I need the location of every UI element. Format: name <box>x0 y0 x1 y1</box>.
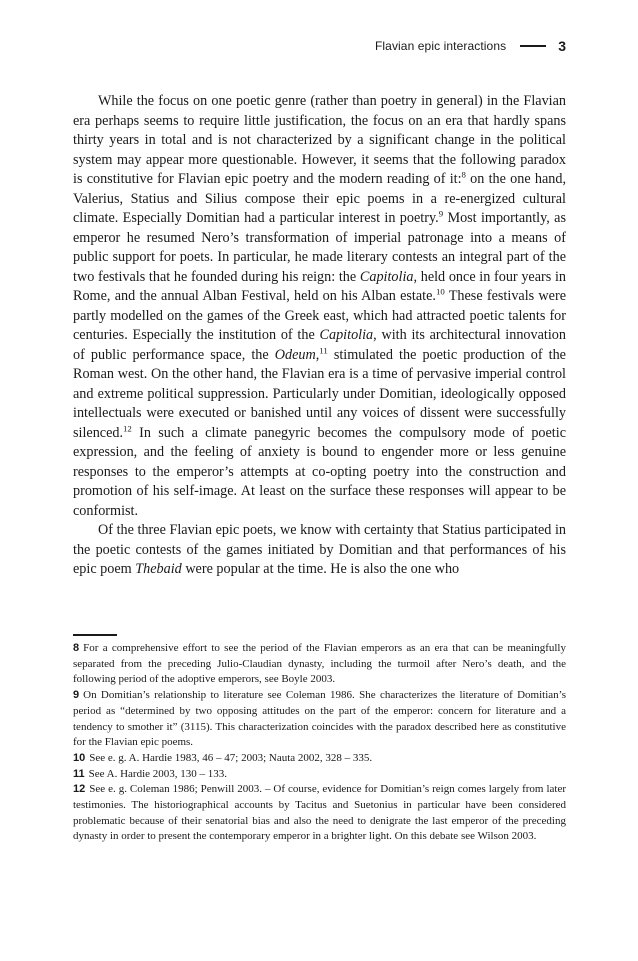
footnote-rule <box>73 634 117 636</box>
paragraph-2 <box>73 521 566 580</box>
footnote-text: See A. Hardie 2003, 130 – 133. <box>88 767 228 780</box>
text-run: , with its architectural innovation of public performance space, the <box>73 327 566 363</box>
footnote-ref-8[interactable]: 8 <box>461 169 466 180</box>
italic-capitolia: Capitolia <box>359 268 414 285</box>
footnote-12 <box>73 782 566 845</box>
footnote-ref-10[interactable]: 10 <box>435 286 445 297</box>
main-text <box>73 92 566 580</box>
footnote-text: See e. g. Coleman 1986; Penwill 2003. – Of course, evidence for Domitian’s reign comes largely from later testimonies. The historiographical accounts by Tacitus and Suetonius in particular have been considered problematic because of their senatorial bias and also the need to denigrate the last emperor of the preceding dynasty in order to present the contemporary emperor in a brighter light. On this debate see Wilson 2003. <box>73 783 566 843</box>
text-run: , <box>315 346 320 363</box>
footnotes <box>73 641 566 845</box>
running-header <box>375 38 566 54</box>
header-rule <box>520 45 546 47</box>
text-run: , held once in four years in Rome, and the annual Alban Festival, held on his Alban estate. <box>73 268 566 304</box>
text-run: were popular at the time. He is also the one who <box>181 561 460 577</box>
text-run: These festivals were partly modelled on the games of the Greek east, which had attracted poetic talents for centuries. Especially the institution of the <box>73 288 566 343</box>
footnote-text: See e. g. A. Hardie 1983, 46 – 47; 2003; Nauta 2002, 328 – 335. <box>89 751 373 764</box>
footnote-number: 12 <box>73 783 86 796</box>
text-run: Of the three Flavian epic poets, we know with certainty that Statius participated in the poetic contests of the games initiated by Domitian and that performances of his epic poem <box>73 522 566 577</box>
text-run: stimulated the poetic production of the Roman west. On the other hand, the Flavian era is a time of pervasive imperial control and extreme political suppression. Particularly under Domitian, ideologically opposed intellectuals were executed or banished until any voices of dissent were successfully silenced. <box>73 346 566 441</box>
footnote-text: On Domitian’s relationship to literature see Coleman 1986. She characterizes the literature of Domitian’s period as “determined by two opposing attitudes on the part of the emperor: concern for literature and a tendency to smother it” (3115). This characterization coincides with the paradox described here as constitutive for the Flavian epic poems. <box>73 689 566 749</box>
footnote-9 <box>73 688 566 751</box>
text-run: While the focus on one poetic genre (rather than poetry in general) in the Flavian era perhaps seems to require little justification, the focus on an era that hardly spans thirty years in total and is not characterized by a significant change in the political system may appear more questionable. However, it seems that the following paradox is constitutive for Flavian epic poetry and the modern reading of it: <box>73 93 566 187</box>
italic-capitolia: Capitolia <box>319 327 374 343</box>
footnote-ref-12[interactable]: 12 <box>123 422 132 433</box>
footnote-8 <box>73 641 566 688</box>
footnote-number: 8 <box>73 642 80 654</box>
footnote-11 <box>73 767 566 783</box>
running-title: Flavian epic interactions <box>374 39 507 53</box>
text-run: on the one hand, Valerius, Statius and Silius compose their epic poems in a re-energized cultural climate. Especially Domitian had a particular interest in poetry. <box>73 171 566 226</box>
footnote-number: 9 <box>73 689 80 702</box>
italic-thebaid: Thebaid <box>135 561 182 577</box>
page-number: 3 <box>558 38 566 54</box>
italic-odeum: Odeum <box>274 346 316 363</box>
footnote-number: 11 <box>73 767 85 780</box>
paragraph-1 <box>73 92 566 521</box>
footnote-10 <box>73 751 566 767</box>
footnote-ref-9[interactable]: 9 <box>438 208 444 219</box>
footnote-ref-11[interactable]: 11 <box>319 344 328 355</box>
footnote-number: 10 <box>73 751 86 764</box>
footnote-text: For a comprehensive effort to see the period of the Flavian emperors as an era that can be meaningfully separated from the preceding Julio-Claudian dynasty, including the turmoil after Nero’s death, and the following period of the adoptive emperors, see Boyle 2003. <box>73 642 566 686</box>
text-run: In such a climate panegyric becomes the compulsory mode of poetic expression, and the feeling of anxiety is bound to engender more or less genuine responses to the emperor’s attempts at co-opting poetry into the construction and promotion of his self-image. At least on the surface these responses will appear to be conformist. <box>73 424 566 519</box>
text-run: Most importantly, as emperor he resumed Nero’s transformation of imperial patronage into a means of public support for poets. In particular, he made literary contests an integral part of the two festivals that he founded during his reign: the <box>73 210 566 285</box>
